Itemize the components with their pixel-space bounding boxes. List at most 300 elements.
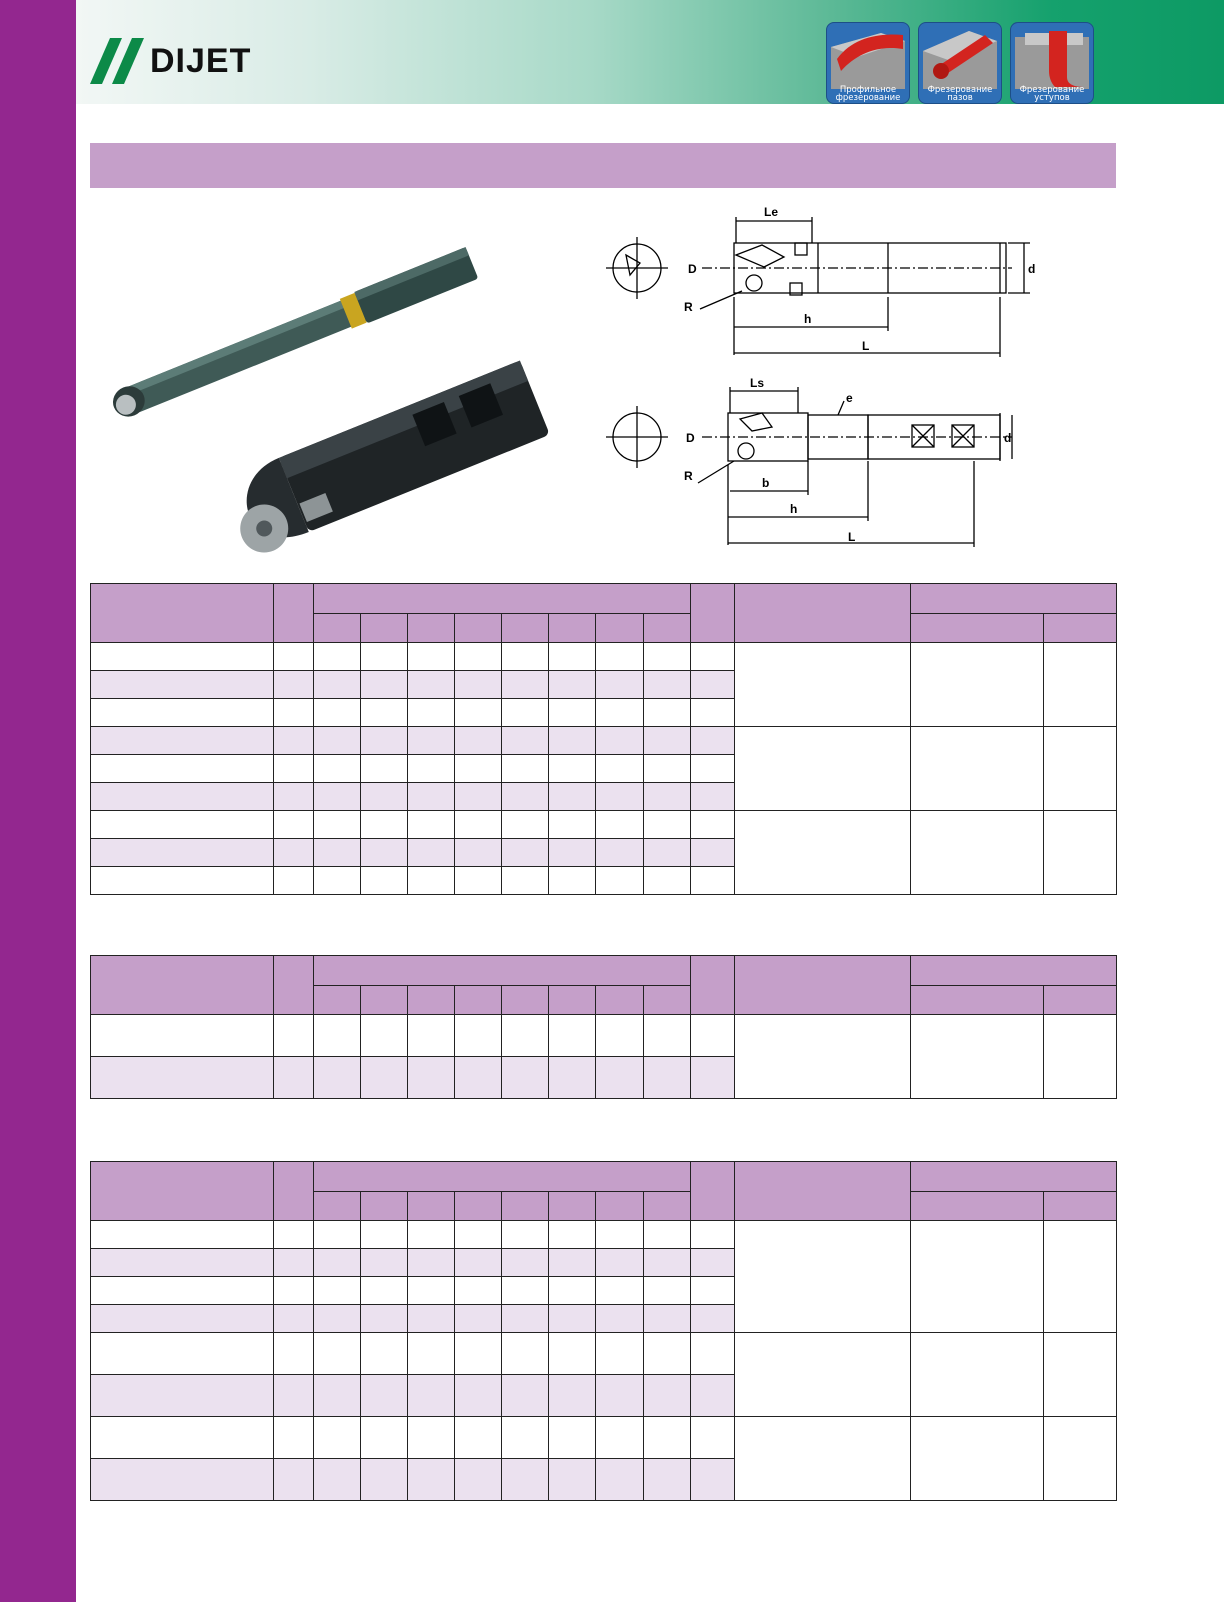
header-cell bbox=[1043, 614, 1116, 643]
table-cell bbox=[273, 1221, 313, 1249]
table-cell bbox=[690, 1015, 734, 1057]
table-row bbox=[91, 727, 1117, 755]
table-cell bbox=[91, 811, 274, 839]
table-cell bbox=[643, 1459, 690, 1501]
table-cell bbox=[643, 1057, 690, 1099]
table-cell bbox=[91, 1249, 274, 1277]
table-cell bbox=[549, 1277, 596, 1305]
profile-milling-icon bbox=[831, 27, 905, 89]
table-cell bbox=[596, 1333, 643, 1375]
table-cell bbox=[596, 1249, 643, 1277]
table-cell bbox=[273, 783, 313, 811]
table-cell bbox=[549, 643, 596, 671]
table-cell bbox=[91, 671, 274, 699]
table-cell-merged bbox=[911, 643, 1043, 727]
table-cell bbox=[502, 1057, 549, 1099]
table-cell bbox=[690, 1221, 734, 1249]
badge-label-line2: фрезерование bbox=[835, 93, 901, 103]
table-cell bbox=[596, 783, 643, 811]
table-cell bbox=[360, 1375, 407, 1417]
table-cell bbox=[596, 1277, 643, 1305]
dim-label-d: d bbox=[1028, 262, 1036, 276]
table-cell-merged bbox=[734, 727, 911, 811]
badge-label-line1: Профильное bbox=[839, 85, 897, 95]
table-cell-merged bbox=[911, 1221, 1043, 1333]
table-cell bbox=[690, 755, 734, 783]
table-cell bbox=[643, 755, 690, 783]
dim-label-b: b bbox=[762, 476, 770, 490]
table-cell bbox=[407, 867, 454, 895]
table-cell bbox=[455, 1015, 502, 1057]
table-cell bbox=[407, 1057, 454, 1099]
table-cell bbox=[407, 699, 454, 727]
header-cell bbox=[273, 956, 313, 1015]
table-cell-merged bbox=[1043, 811, 1116, 895]
table-cell bbox=[596, 1015, 643, 1057]
table-cell bbox=[273, 1417, 313, 1459]
table-cell bbox=[643, 1305, 690, 1333]
spec-table-3 bbox=[90, 1161, 1117, 1501]
table-cell bbox=[596, 1305, 643, 1333]
table-cell bbox=[643, 867, 690, 895]
table-cell bbox=[596, 1417, 643, 1459]
header-cell bbox=[407, 614, 454, 643]
table-cell bbox=[549, 1375, 596, 1417]
table-cell bbox=[313, 1375, 360, 1417]
header-cell bbox=[273, 584, 313, 643]
table-cell bbox=[360, 1277, 407, 1305]
table-row bbox=[91, 643, 1117, 671]
table-cell bbox=[455, 783, 502, 811]
dim-label-D: D bbox=[688, 262, 697, 276]
table-cell bbox=[455, 1375, 502, 1417]
header-cell bbox=[313, 1192, 360, 1221]
table-cell bbox=[313, 699, 360, 727]
table-cell bbox=[502, 1249, 549, 1277]
table-cell bbox=[502, 1277, 549, 1305]
table-cell bbox=[91, 1333, 274, 1375]
header-cell bbox=[313, 986, 360, 1015]
table-cell bbox=[455, 1333, 502, 1375]
table-cell bbox=[596, 1459, 643, 1501]
table-cell bbox=[313, 1333, 360, 1375]
table-cell bbox=[455, 671, 502, 699]
table-cell bbox=[690, 1333, 734, 1375]
table-cell-merged bbox=[1043, 1333, 1116, 1417]
table-cell bbox=[273, 811, 313, 839]
product-title-bar bbox=[90, 143, 1116, 188]
table-cell bbox=[91, 1221, 274, 1249]
table-cell bbox=[455, 839, 502, 867]
table-cell bbox=[690, 867, 734, 895]
table-cell bbox=[502, 1333, 549, 1375]
table-cell bbox=[549, 671, 596, 699]
header-cell bbox=[313, 614, 360, 643]
table-cell bbox=[273, 755, 313, 783]
table-cell bbox=[502, 811, 549, 839]
table-cell bbox=[407, 1333, 454, 1375]
header-cell bbox=[502, 986, 549, 1015]
table-cell bbox=[643, 1015, 690, 1057]
table-cell bbox=[455, 699, 502, 727]
table-cell bbox=[690, 783, 734, 811]
table-cell bbox=[360, 1015, 407, 1057]
table-cell bbox=[91, 783, 274, 811]
header-cell bbox=[643, 1192, 690, 1221]
table-cell bbox=[273, 727, 313, 755]
table-cell bbox=[91, 699, 274, 727]
table-cell bbox=[91, 755, 274, 783]
table-cell bbox=[690, 1057, 734, 1099]
table-cell-merged bbox=[1043, 1417, 1116, 1501]
table-cell bbox=[313, 755, 360, 783]
badge-label bbox=[1011, 86, 1093, 102]
table-cell-merged bbox=[734, 811, 911, 895]
table-cell bbox=[455, 1459, 502, 1501]
header-cell bbox=[596, 614, 643, 643]
table-cell bbox=[643, 671, 690, 699]
header-cell bbox=[549, 614, 596, 643]
table-cell bbox=[549, 699, 596, 727]
header-cell bbox=[91, 956, 274, 1015]
table-cell bbox=[455, 727, 502, 755]
table-cell bbox=[91, 1057, 274, 1099]
table-cell bbox=[360, 867, 407, 895]
table-cell bbox=[502, 1417, 549, 1459]
table-cell bbox=[360, 755, 407, 783]
header-cell bbox=[502, 614, 549, 643]
brand-logo bbox=[92, 38, 292, 88]
table-cell bbox=[313, 643, 360, 671]
table-cell bbox=[502, 727, 549, 755]
table-cell bbox=[690, 1305, 734, 1333]
table-cell bbox=[313, 783, 360, 811]
table-cell bbox=[360, 671, 407, 699]
slot-milling-icon bbox=[923, 27, 997, 89]
table-cell bbox=[91, 643, 274, 671]
table-cell bbox=[455, 643, 502, 671]
dim-label-L: L bbox=[862, 339, 870, 353]
table-cell bbox=[360, 839, 407, 867]
table-cell bbox=[596, 755, 643, 783]
table-cell bbox=[273, 1015, 313, 1057]
table-cell-merged bbox=[1043, 1015, 1116, 1099]
table-cell bbox=[549, 839, 596, 867]
header-cell bbox=[502, 1192, 549, 1221]
table-cell bbox=[643, 1221, 690, 1249]
table-cell bbox=[91, 1277, 274, 1305]
table-cell bbox=[596, 1375, 643, 1417]
table-cell bbox=[549, 1305, 596, 1333]
table-cell bbox=[407, 1221, 454, 1249]
profile-milling-badge bbox=[826, 22, 910, 104]
header-cell bbox=[455, 986, 502, 1015]
table-cell bbox=[407, 1305, 454, 1333]
table-cell bbox=[549, 1333, 596, 1375]
table-cell bbox=[91, 867, 274, 895]
table-cell bbox=[407, 1417, 454, 1459]
header-cell bbox=[690, 584, 734, 643]
table-cell bbox=[407, 671, 454, 699]
table-cell bbox=[596, 839, 643, 867]
header-cell bbox=[360, 614, 407, 643]
header-cell bbox=[1043, 986, 1116, 1015]
table-cell bbox=[91, 1305, 274, 1333]
badge-label bbox=[827, 86, 909, 102]
table-cell bbox=[360, 811, 407, 839]
logo-slash-icon bbox=[92, 38, 152, 86]
table-cell bbox=[273, 1057, 313, 1099]
table-cell bbox=[549, 811, 596, 839]
badge-label bbox=[919, 86, 1001, 102]
table-cell bbox=[690, 643, 734, 671]
header-cell bbox=[734, 1162, 911, 1221]
table-cell bbox=[643, 699, 690, 727]
table-cell-merged bbox=[911, 727, 1043, 811]
spec-table-1 bbox=[90, 583, 1117, 895]
table-cell bbox=[502, 1221, 549, 1249]
table-cell bbox=[643, 1417, 690, 1459]
header-cell bbox=[91, 1162, 274, 1221]
header-cell bbox=[734, 584, 911, 643]
table-cell bbox=[273, 1277, 313, 1305]
table-cell bbox=[407, 1375, 454, 1417]
badge-label-line2: пазов bbox=[947, 93, 973, 103]
header-cell bbox=[596, 1192, 643, 1221]
table-cell bbox=[407, 811, 454, 839]
table-cell bbox=[502, 1459, 549, 1501]
header-cell bbox=[911, 614, 1043, 643]
table-cell bbox=[407, 727, 454, 755]
dim-label-h: h bbox=[790, 502, 798, 516]
table-cell-merged bbox=[734, 1333, 911, 1417]
table-cell bbox=[455, 1221, 502, 1249]
table-cell bbox=[643, 1277, 690, 1305]
table-cell bbox=[273, 643, 313, 671]
table-cell bbox=[273, 699, 313, 727]
dim-label-d: d bbox=[1004, 431, 1012, 445]
table-cell bbox=[502, 867, 549, 895]
table-cell bbox=[407, 755, 454, 783]
table-cell bbox=[313, 839, 360, 867]
dim-label-Ls: Ls bbox=[750, 376, 765, 390]
header-cell bbox=[549, 1192, 596, 1221]
table-cell bbox=[407, 1459, 454, 1501]
table-cell bbox=[360, 1417, 407, 1459]
header-cell bbox=[596, 986, 643, 1015]
table-cell bbox=[360, 1459, 407, 1501]
table-cell bbox=[549, 783, 596, 811]
table-cell bbox=[549, 867, 596, 895]
header-group-parts bbox=[911, 956, 1117, 986]
table-cell bbox=[549, 727, 596, 755]
table-cell bbox=[549, 1249, 596, 1277]
header-group-dimensions bbox=[313, 956, 690, 986]
table-cell bbox=[360, 783, 407, 811]
table-cell bbox=[690, 699, 734, 727]
table-cell bbox=[596, 643, 643, 671]
table-cell bbox=[273, 1249, 313, 1277]
table-cell bbox=[690, 1375, 734, 1417]
header-group-parts bbox=[911, 1162, 1117, 1192]
table-cell bbox=[549, 1417, 596, 1459]
table-cell bbox=[643, 1249, 690, 1277]
table-cell bbox=[455, 1249, 502, 1277]
slot-milling-badge bbox=[918, 22, 1002, 104]
table-cell bbox=[360, 1057, 407, 1099]
table-row bbox=[91, 1333, 1117, 1375]
header-cell bbox=[734, 956, 911, 1015]
table-cell bbox=[313, 727, 360, 755]
table-cell-merged bbox=[1043, 1221, 1116, 1333]
header-cell bbox=[911, 1192, 1043, 1221]
table-cell bbox=[643, 1333, 690, 1375]
table-cell-merged bbox=[911, 1015, 1043, 1099]
table-cell bbox=[313, 1459, 360, 1501]
dim-label-R: R bbox=[684, 300, 693, 314]
table-cell bbox=[273, 1333, 313, 1375]
header-cell bbox=[549, 986, 596, 1015]
table-cell bbox=[690, 1417, 734, 1459]
product-photo bbox=[108, 225, 528, 555]
table-cell bbox=[91, 1375, 274, 1417]
table-cell bbox=[313, 1249, 360, 1277]
table-cell bbox=[502, 1305, 549, 1333]
table-cell bbox=[360, 727, 407, 755]
table-cell bbox=[407, 643, 454, 671]
header-cell bbox=[407, 986, 454, 1015]
table-cell bbox=[91, 1459, 274, 1501]
badge-label-line1: Фрезерование bbox=[927, 85, 993, 95]
table-cell bbox=[407, 839, 454, 867]
header-group-dimensions bbox=[313, 1162, 690, 1192]
table-cell bbox=[91, 839, 274, 867]
table-row bbox=[91, 1221, 1117, 1249]
table-cell bbox=[643, 727, 690, 755]
table-cell bbox=[455, 1057, 502, 1099]
table-cell bbox=[407, 1249, 454, 1277]
table-cell bbox=[455, 1417, 502, 1459]
table-cell bbox=[502, 1375, 549, 1417]
table-row bbox=[91, 1015, 1117, 1057]
table-cell bbox=[360, 699, 407, 727]
table-cell bbox=[643, 839, 690, 867]
badge-label-line1: Фрезерование bbox=[1019, 85, 1085, 95]
table-cell bbox=[596, 1221, 643, 1249]
header-cell bbox=[643, 986, 690, 1015]
table-cell bbox=[407, 783, 454, 811]
table-cell bbox=[549, 1057, 596, 1099]
header-cell bbox=[273, 1162, 313, 1221]
table-cell bbox=[313, 867, 360, 895]
table-cell bbox=[643, 643, 690, 671]
table-cell bbox=[502, 839, 549, 867]
shoulder-milling-icon bbox=[1015, 27, 1089, 89]
header-cell bbox=[911, 986, 1043, 1015]
table-cell bbox=[690, 1277, 734, 1305]
table-cell-merged bbox=[734, 1221, 911, 1333]
dim-label-Le: Le bbox=[764, 205, 779, 219]
table-cell bbox=[549, 755, 596, 783]
table-cell bbox=[455, 867, 502, 895]
table-row bbox=[91, 1417, 1117, 1459]
table-cell bbox=[407, 1015, 454, 1057]
header-group-parts bbox=[911, 584, 1117, 614]
table-cell bbox=[643, 783, 690, 811]
table-cell bbox=[455, 755, 502, 783]
table-cell bbox=[360, 1249, 407, 1277]
header-cell bbox=[360, 986, 407, 1015]
table-cell bbox=[502, 671, 549, 699]
header-cell bbox=[360, 1192, 407, 1221]
header-cell bbox=[690, 1162, 734, 1221]
dim-label-h: h bbox=[804, 312, 812, 326]
table-cell bbox=[313, 1417, 360, 1459]
table-cell bbox=[273, 867, 313, 895]
table-cell bbox=[273, 839, 313, 867]
table-cell bbox=[549, 1015, 596, 1057]
table-cell-merged bbox=[734, 643, 911, 727]
table-cell-merged bbox=[734, 1417, 911, 1501]
table-cell bbox=[596, 811, 643, 839]
table-cell bbox=[643, 1375, 690, 1417]
table-cell bbox=[596, 1057, 643, 1099]
table-cell bbox=[360, 1221, 407, 1249]
header-group-dimensions bbox=[313, 584, 690, 614]
header-cell bbox=[407, 1192, 454, 1221]
table-cell-merged bbox=[734, 1015, 911, 1099]
table-cell bbox=[313, 1015, 360, 1057]
table-cell bbox=[313, 811, 360, 839]
table-cell bbox=[273, 1459, 313, 1501]
table-cell bbox=[596, 727, 643, 755]
table-cell bbox=[690, 811, 734, 839]
table-cell bbox=[455, 811, 502, 839]
table-cell bbox=[502, 699, 549, 727]
table-cell bbox=[91, 727, 274, 755]
dim-label-e: e bbox=[846, 391, 853, 405]
table-cell-merged bbox=[1043, 727, 1116, 811]
table-cell bbox=[690, 1459, 734, 1501]
header-cell bbox=[91, 584, 274, 643]
dim-label-L: L bbox=[848, 530, 856, 544]
brand-name: DIJET bbox=[150, 42, 252, 80]
badge-label-line2: уступов bbox=[1034, 93, 1070, 103]
table-row bbox=[91, 811, 1117, 839]
table-cell-merged bbox=[1043, 643, 1116, 727]
table-cell bbox=[502, 643, 549, 671]
table-cell bbox=[273, 671, 313, 699]
table-cell bbox=[455, 1277, 502, 1305]
table-cell bbox=[313, 1057, 360, 1099]
dim-label-D: D bbox=[686, 431, 695, 445]
table-cell bbox=[455, 1305, 502, 1333]
header-cell bbox=[643, 614, 690, 643]
table-cell bbox=[360, 1333, 407, 1375]
table-cell bbox=[313, 1221, 360, 1249]
table-cell bbox=[549, 1221, 596, 1249]
table-cell bbox=[407, 1277, 454, 1305]
table-cell-merged bbox=[911, 1417, 1043, 1501]
header-cell bbox=[690, 956, 734, 1015]
table-cell-merged bbox=[911, 811, 1043, 895]
table-cell bbox=[690, 727, 734, 755]
table-cell bbox=[690, 1249, 734, 1277]
dim-label-R: R bbox=[684, 469, 693, 483]
technical-drawing bbox=[612, 205, 1036, 553]
spec-table-2 bbox=[90, 955, 1117, 1099]
side-accent-band bbox=[0, 0, 76, 1602]
